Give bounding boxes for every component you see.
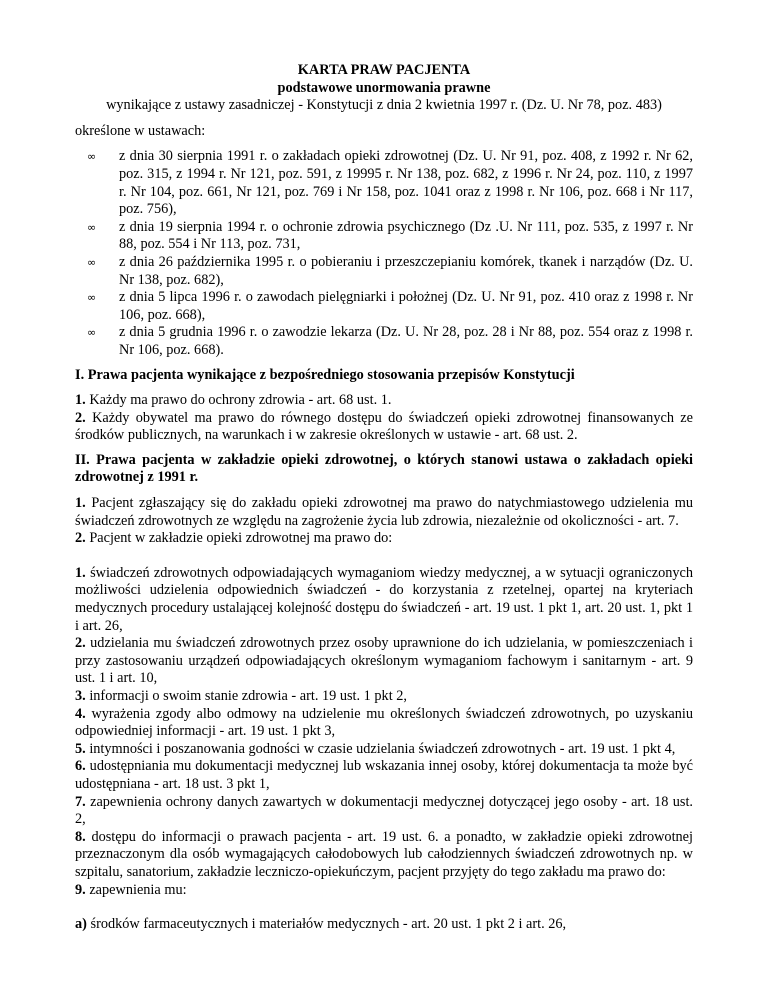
- act-item: ∞ z dnia 30 sierpnia 1991 r. o zakładach opieki zdrowotnej (Dz. U. Nr 91, poz. 408, z 1992 r. Nr 62, poz. 315, z 1994 r. Nr 121, poz. 591, z 19995 r. Nr 138, poz. 682, z 1996 r. Nr 24, poz. 110, z 1997 r. Nr 104, poz. 661, Nr 121, poz. 769 i Nr 158, poz. 1041 oraz z 1998 r. Nr 106, poz. 668 i Nr 117, poz. 756),: [87, 148, 693, 218]
- acts-intro: określone w ustawach:: [75, 122, 206, 139]
- sub-items-list: [75, 916, 693, 934]
- list-item: 2. Każdy obywatel ma prawo do równego dostępu do świadczeń opieki zdrowotnej finansowanych ze środków publicznych, na warunkach i w zakresie określonych w ustawie - art. 68 ust. 2.: [75, 409, 693, 444]
- list-item: 1. świadczeń zdrowotnych odpowiadających wymaganiom wiedzy medycznej, a w sytuacji ograniczonych możliwości udzielenia odpowiednich świadczeń - do korzystania z rzetelnej, opartej na kryteriach medycznych procedury ustalającej kolejność dostępu do świadczeń - art. 19 ust. 1 pkt 1, art. 20 ust. 1, pkt 1 i art. 26,: [75, 564, 694, 634]
- bullet-icon: ∞: [87, 326, 97, 340]
- bullet-icon: ∞: [87, 255, 97, 269]
- list-item: 4. wyrażenia zgody albo odmowy na udzielenie mu określonych świadczeń zdrowotnych, po uzyskaniu odpowiedniej informacji - art. 19 ust. 1 pkt 3,: [75, 705, 693, 740]
- legal-source: wynikające z ustawy zasadniczej - Konstytucji z dnia 2 kwietnia 1997 r. (Dz. U. Nr 78, poz. 483): [106, 97, 662, 114]
- section-heading-constitution: I. Prawa pacjenta wynikające z bezpośredniego stosowania przepisów Konstytucji: [75, 366, 575, 383]
- bullet-icon: ∞: [87, 150, 97, 164]
- list-item: 2. udzielania mu świadczeń zdrowotnych przez osoby uprawnione do ich udzielania, w pomieszczeniach i przy zastosowaniu urządzeń odpowiadających określonym wymaganiom fachowym i sanitarnym - art. 9 ust. 1 i art. 10,: [75, 635, 693, 687]
- healthcare-facility-rights: [75, 495, 693, 548]
- list-item: a) środków farmaceutycznych i materiałów medycznych - art. 20 ust. 1 pkt 2 i art. 26,: [75, 916, 567, 933]
- constitution-rights: [75, 392, 693, 445]
- list-item: 3. informacji o swoim stanie zdrowia - art. 19 ust. 1 pkt 2,: [75, 688, 407, 704]
- act-item: ∞ z dnia 26 października 1995 r. o pobieraniu i przeszczepianiu komórek, tkanek i narządów (Dz. U. Nr 138, poz. 682),: [87, 253, 693, 288]
- document-page: [75, 62, 693, 934]
- bullet-icon: ∞: [87, 220, 97, 234]
- acts-list: [75, 148, 693, 359]
- bullet-icon: ∞: [87, 291, 97, 305]
- list-item: 8. dostępu do informacji o prawach pacjenta - art. 19 ust. 6. a ponadto, w zakładzie opieki zdrowotnej przeznaczonym dla osób wymagających całodobowych lub całodziennych świadczeń zdrowotnych np. w szpitalu, sanatorium, zakładzie leczniczo-opiekuńczym, pacjent przyjęty do tego zakładu ma prawo do:: [75, 828, 694, 880]
- act-item: ∞ z dnia 5 lipca 1996 r. o zawodach pielęgniarki i położnej (Dz. U. Nr 91, poz. 410 oraz z 1998 r. Nr 106, poz. 668),: [87, 289, 693, 323]
- patient-rights-list: [75, 565, 693, 899]
- list-item: 7. zapewnienia ochrony danych zawartych w dokumentacji medycznej dotyczącej jego osoby - art. 18 ust. 2,: [75, 793, 693, 828]
- document-title: KARTA PRAW PACJENTA: [297, 62, 471, 78]
- list-item: 1. Każdy ma prawo do ochrony zdrowia - art. 68 ust. 1.: [75, 392, 392, 409]
- act-item: ∞ z dnia 19 sierpnia 1994 r. o ochronie zdrowia psychicznego (Dz .U. Nr 111, poz. 535, z 1997 r. Nr 88, poz. 554 i Nr 113, poz. 731,: [87, 218, 693, 253]
- list-item: 5. intymności i poszanowania godności w czasie udzielania świadczeń zdrowotnych - art. 19 ust. 1 pkt 4,: [75, 740, 676, 757]
- document-subtitle: podstawowe unormowania prawne: [277, 79, 491, 96]
- list-item: 1. Pacjent zgłaszający się do zakładu opieki zdrowotnej ma prawo do natychmiastowego udzielenia mu świadczeń zdrowotnych ze względu na zagrożenie życia lub zdrowia, niezależnie od okoliczności - art. 7.: [75, 495, 693, 529]
- act-item: ∞ z dnia 5 grudnia 1996 r. o zawodzie lekarza (Dz. U. Nr 28, poz. 28 i Nr 88, poz. 554 oraz z 1998 r. Nr 106, poz. 668).: [87, 324, 693, 358]
- list-item: 6. udostępniania mu dokumentacji medycznej lub wskazania innej osoby, której dokumentacja ta może być udostępniana - art. 18 ust. 3 pkt 1,: [75, 758, 693, 792]
- list-item: 2. Pacjent w zakładzie opieki zdrowotnej ma prawo do:: [75, 530, 393, 547]
- section-heading-healthcare-act: II. Prawa pacjenta w zakładzie opieki zdrowotnej, o których stanowi ustawa o zakładach opieki zdrowotnej z 1991 r.: [75, 451, 693, 486]
- list-item: 9. zapewnienia mu:: [75, 881, 187, 898]
